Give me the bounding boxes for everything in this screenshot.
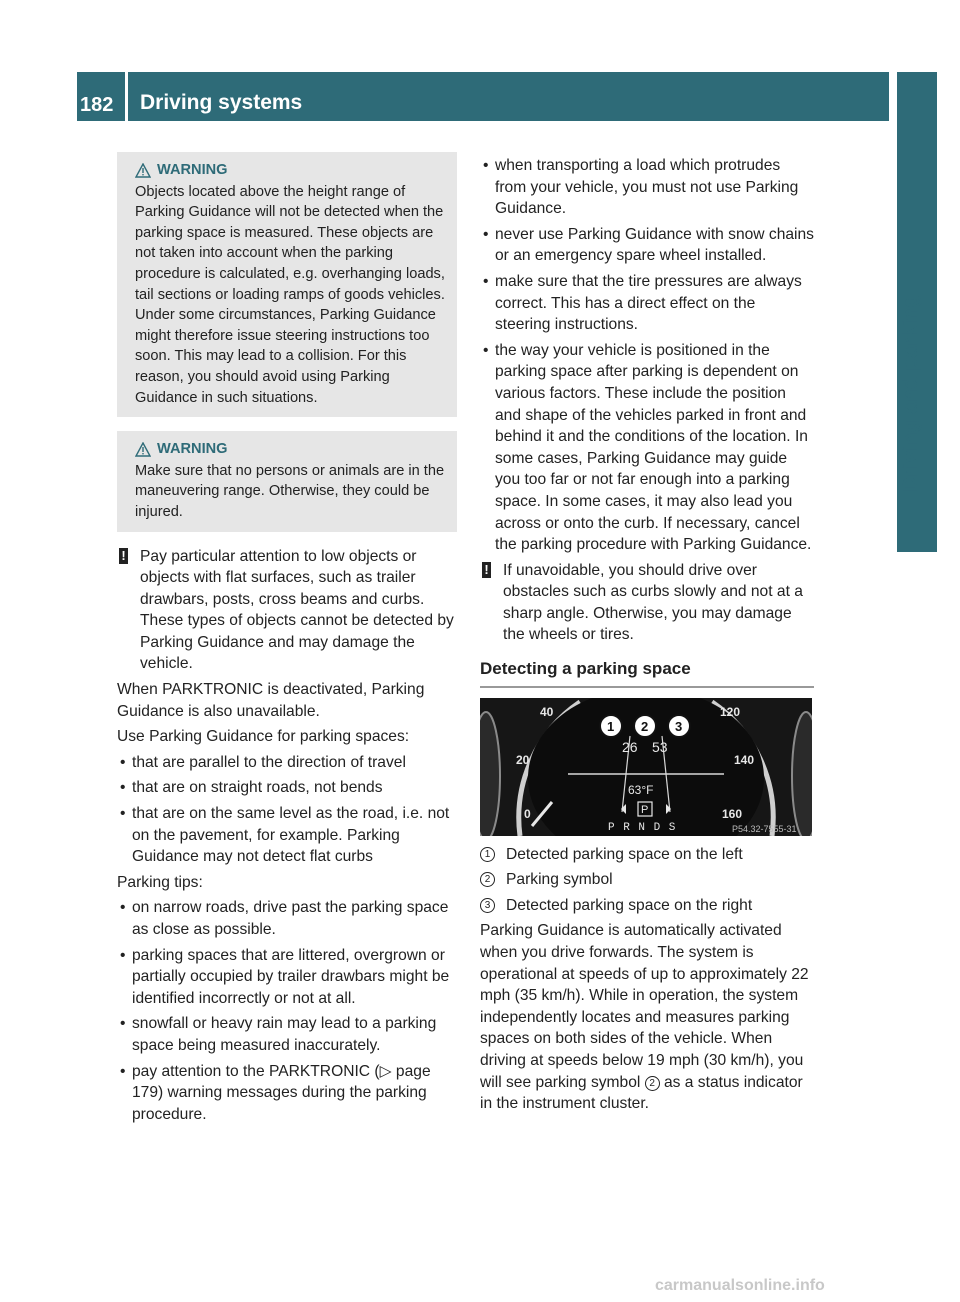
list-item: • that are on straight roads, not bends: [117, 777, 457, 799]
header-separator: [125, 72, 128, 121]
caution-note: [480, 560, 814, 646]
callout-label: 2: [641, 718, 649, 734]
warning-text: Make sure that no persons or animals are in the maneuvering range. Otherwise, they could be injured.: [135, 462, 445, 520]
paragraph-text: as a status indicator in the instrument cluster.: [480, 1073, 803, 1113]
speed-label: 160: [722, 806, 743, 821]
bullet-list: [117, 897, 457, 1125]
gear-display: P R N D S: [608, 821, 677, 834]
legend-number: 3: [480, 898, 495, 913]
instrument-cluster-figure: [480, 698, 812, 836]
bullet-list: [117, 752, 457, 868]
paragraph: Parking tips:: [117, 873, 203, 891]
list-item: • the way your vehicle is positioned in the parking space after parking is dependent on various factors. These include the position and shape of the vehicles parked in front and behind it and the conditions of the location. In some cases, Parking Guidance may guide you too far or not far enough into a parking space. In some cases, it may also lead you across or onto the curb. If necessary, cancel the parking procedure with Parking Guidance.: [480, 340, 814, 556]
caution-note: [117, 546, 457, 676]
list-item: • make sure that the tire pressures are always correct. This has a direct effect on the steering instructions.: [480, 271, 814, 336]
side-tab-block: [897, 512, 937, 552]
chapter-label: Driving and parking: [899, 294, 922, 492]
legend-number: 2: [480, 872, 495, 887]
warning-heading-text: WARNING: [157, 441, 228, 458]
paragraph: Use Parking Guidance for parking spaces:: [117, 728, 410, 746]
legend-item: [480, 844, 814, 866]
callout-1: [600, 715, 622, 737]
list-item: • that are on the same level as the road, i.e. not on the pavement, for example. Parking Guidance may not detect flat curbs: [117, 803, 457, 868]
list-item: • parking spaces that are littered, overgrown or partially occupied by trailer drawbars might be identified incorrectly or not at all.: [117, 945, 457, 1010]
note-text: Pay particular attention to low objects or objects with flat surfaces, such as trailer drawbars, posts, cross beams and curbs. These types of objects cannot be detected by Parking Guidance and may damage the vehicle.: [140, 547, 454, 673]
legend-item: [480, 869, 814, 891]
speed-label: 0: [524, 806, 531, 821]
paragraph: When PARKTRONIC is deactivated, Parking Guidance is also unavailable.: [117, 681, 425, 720]
side-chapter-tab: [897, 72, 937, 1300]
page-reference-arrow-icon: ▷: [379, 1062, 392, 1080]
display-readout-right: 53: [652, 738, 668, 755]
warning-triangle-icon: [135, 163, 151, 178]
list-item: [117, 1061, 457, 1126]
page-reference-link[interactable]: page 179) warning messages during the parking procedure.: [132, 1062, 431, 1123]
warning-heading: [135, 160, 447, 181]
callout-3: [668, 715, 690, 737]
callout-label: 1: [607, 718, 615, 734]
list-item: • on narrow roads, drive past the parking space as close as possible.: [117, 897, 457, 940]
warning-heading-text: WARNING: [157, 162, 228, 178]
legend-text: Detected parking space on the left: [506, 845, 743, 863]
list-item-text: pay attention to the PARKTRONIC (: [132, 1062, 380, 1080]
legend-item: [480, 895, 814, 917]
footer-watermark: carmanualsonline.info: [655, 1277, 825, 1294]
exclamation-icon: !: [482, 562, 491, 578]
speed-label: 20: [516, 752, 530, 767]
bullet-list: [480, 155, 814, 556]
list-item: • snowfall or heavy rain may lead to a parking space being measured inaccurately.: [117, 1013, 457, 1056]
page-number: 182: [80, 94, 114, 116]
left-column: [117, 152, 457, 1129]
warning-box: [117, 431, 457, 531]
warning-text: Objects located above the height range of Parking Guidance will not be detected when the parking space is measured. These objects are not taken into account when the parking procedure is calculated, e.g. overhanging loads, tail sections or loading ramps of goods vehicles. Under some circumstances, Parking Guidance might therefore issue steering instructions too soon. This may lead to a collision. For this reason, you should avoid using Parking Guidance in such situations.: [135, 183, 445, 406]
section-title: Detecting a parking space: [480, 658, 814, 688]
inline-callout-number: 2: [645, 1076, 660, 1091]
warning-box: [117, 152, 457, 417]
legend-text: Parking symbol: [506, 871, 613, 889]
legend-number: 1: [480, 847, 495, 862]
display-readout-left: 26: [622, 738, 638, 755]
warning-heading: [135, 439, 447, 460]
list-item: • never use Parking Guidance with snow chains or an emergency spare wheel installed.: [480, 224, 814, 267]
note-text: If unavoidable, you should drive over obstacles such as curbs slowly and not at a sharp angle. Otherwise, you may damage the wheels or tires.: [503, 561, 803, 644]
callout-2: [634, 715, 656, 737]
svg-text:P: P: [641, 803, 649, 816]
exclamation-icon: !: [119, 548, 128, 564]
figure-code: P54.32-7555-31: [732, 823, 797, 834]
list-item: • that are parallel to the direction of travel: [117, 752, 457, 774]
right-column: [480, 155, 814, 1119]
paragraph-text: Parking Guidance is automatically activated when you drive forwards. The system is operational at speeds of up to approximately 22 mph (35 km/h). While in operation, the system independently locates and measures parking spaces on both sides of the vehicle. When driving at speeds below 19 mph (30 km/h), you will see parking symbol: [480, 922, 809, 1091]
speed-label: 140: [734, 752, 755, 767]
speed-label: 40: [540, 704, 554, 719]
warning-triangle-icon: [135, 442, 151, 457]
callout-label: 3: [675, 718, 683, 734]
paragraph: [480, 920, 814, 1114]
speed-label: 120: [720, 704, 741, 719]
page-title: Driving systems: [140, 91, 303, 114]
list-item: • when transporting a load which protrudes from your vehicle, you must not use Parking Guidance.: [480, 155, 814, 220]
legend-text: Detected parking space on the right: [506, 896, 753, 914]
temperature-readout: 63°F: [628, 782, 654, 797]
